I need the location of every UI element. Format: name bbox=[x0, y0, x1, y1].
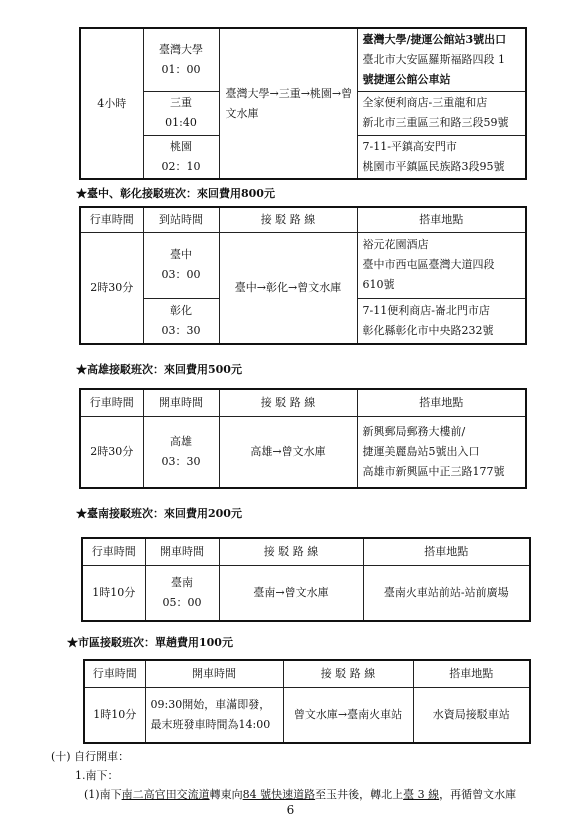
s2-h4: 搭車地點 bbox=[357, 207, 526, 232]
t1-addr-2: 全家便利商店-三重龍和店 新北市三重區三和路三段59號 bbox=[357, 91, 526, 135]
s2-h1: 行車時間 bbox=[80, 207, 143, 232]
s2-stop-1: 臺中 03：00 bbox=[143, 232, 219, 298]
s3-h4: 搭車地點 bbox=[357, 389, 526, 416]
s5-route: 曾文水庫→臺南火車站 bbox=[283, 687, 413, 743]
s3-stop: 高雄 03：30 bbox=[143, 416, 219, 488]
item-10: (十) 自行開車： bbox=[51, 750, 130, 763]
s3-duration: 2時30分 bbox=[80, 416, 143, 488]
t1-addr-3: 7-11-平鎮高安門市 桃園市平鎮區民族路3段95號 bbox=[357, 135, 526, 179]
s5-h2: 開車時間 bbox=[145, 660, 283, 687]
s4-h4: 搭車地點 bbox=[363, 538, 530, 565]
s3-h2: 開車時間 bbox=[143, 389, 219, 416]
page-number: 6 bbox=[286, 803, 295, 817]
table-tainan bbox=[81, 537, 531, 622]
t1-stop-1: 臺灣大學 01：00 bbox=[143, 28, 219, 91]
s2-stop-2: 彰化 03：30 bbox=[143, 298, 219, 344]
s3-route: 高雄→曾文水庫 bbox=[219, 416, 357, 488]
s2-h2: 到站時間 bbox=[143, 207, 219, 232]
s3-h1: 行車時間 bbox=[80, 389, 143, 416]
s2-duration: 2時30分 bbox=[80, 232, 143, 344]
s2-route: 臺中→彰化→曾文水庫 bbox=[219, 232, 357, 344]
s4-h3: 接 駁 路 線 bbox=[219, 538, 363, 565]
road-1: 南二高官田交流道 bbox=[121, 788, 210, 801]
s5-duration: 1時10分 bbox=[84, 687, 145, 743]
road-3: 臺 3 線 bbox=[403, 788, 440, 801]
s2-addr-2: 7-11便利商店-崙北門市店 彰化縣彰化市中央路232號 bbox=[357, 298, 526, 344]
t1-stop-3: 桃園 02：10 bbox=[143, 135, 219, 179]
s5-addr: 水資局接駁車站 bbox=[413, 687, 530, 743]
road-2: 84 號快速道路 bbox=[242, 788, 316, 801]
s4-stop: 臺南 05：00 bbox=[145, 565, 219, 621]
s4-h1: 行車時間 bbox=[82, 538, 145, 565]
t1-stop-2: 三重 01:40 bbox=[143, 91, 219, 135]
s5-time: 09:30開始，車滿即發， 最末班發車時間為14:00 bbox=[145, 687, 283, 743]
south-heading: 1.南下： bbox=[75, 769, 119, 782]
s2-h3: 接 駁 路 線 bbox=[219, 207, 357, 232]
s4-addr: 臺南火車站前站-站前廣場 bbox=[363, 565, 530, 621]
s3-addr: 新興郵局郵務大樓前/ 捷運美麗島站5號出入口 高雄市新興區中正三路177號 bbox=[357, 416, 526, 488]
table-taipei bbox=[79, 27, 527, 180]
t1-route: 臺灣大學→三重→桃園→曾文水庫 bbox=[219, 28, 357, 179]
s5-h1: 行車時間 bbox=[84, 660, 145, 687]
table-taichung bbox=[79, 206, 527, 345]
s3-h3: 接 駁 路 線 bbox=[219, 389, 357, 416]
s5-h4: 搭車地點 bbox=[413, 660, 530, 687]
table-city bbox=[83, 659, 531, 744]
s4-title: ★臺南接駁班次：來回費用200元 bbox=[76, 507, 242, 520]
s4-duration: 1時10分 bbox=[82, 565, 145, 621]
t1-addr-1: 臺灣大學/捷運公館站3號出口 臺北市大安區羅斯福路四段 1 號捷運公館公車站 bbox=[357, 28, 526, 91]
paragraph-1: (1)南下南二高官田交流道轉東向84 號快速道路至玉井後，轉北上臺 3 線，再循曾文水庫 bbox=[84, 788, 517, 801]
s3-title: ★高雄接駁班次：來回費用500元 bbox=[76, 363, 242, 376]
s2-title: ★臺中、彰化接駁班次：來回費用800元 bbox=[76, 187, 275, 200]
s5-title: ★市區接駁班次：單趟費用100元 bbox=[67, 636, 233, 649]
s2-addr-1: 裕元花園酒店 臺中市西屯區臺灣大道四段 610號 bbox=[357, 232, 526, 298]
s5-h3: 接 駁 路 線 bbox=[283, 660, 413, 687]
s4-route: 臺南→曾文水庫 bbox=[219, 565, 363, 621]
t1-duration: 4小時 bbox=[80, 28, 143, 179]
s4-h2: 開車時間 bbox=[145, 538, 219, 565]
table-kaohsiung bbox=[79, 388, 527, 489]
